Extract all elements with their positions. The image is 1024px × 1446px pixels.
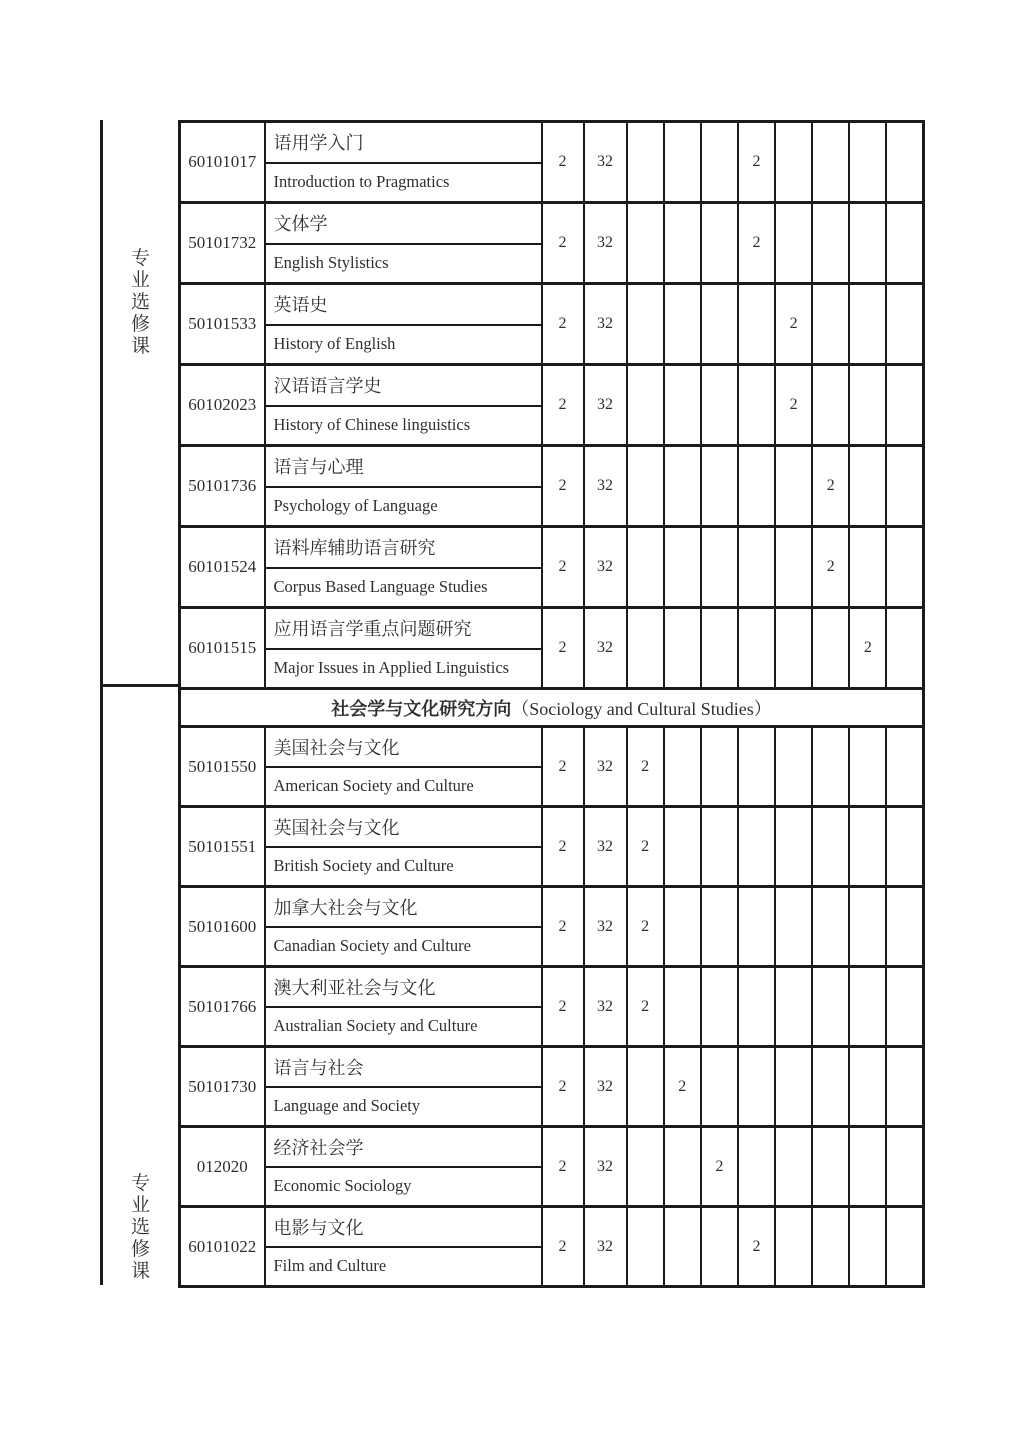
course-name-en-cell: History of Chinese linguistics (265, 406, 542, 446)
credits-cell: 2 (542, 967, 584, 1047)
course-group-cell-bottom (100, 687, 178, 1285)
course-row (180, 1047, 924, 1087)
credits-cell: 2 (542, 1047, 584, 1127)
semester-cell (664, 887, 701, 967)
semester-cell (738, 727, 775, 807)
semester-cell (886, 967, 923, 1047)
course-code-cell: 50101600 (180, 887, 265, 967)
semester-cell (812, 887, 849, 967)
semester-cell (627, 1127, 664, 1207)
semester-cell (812, 807, 849, 887)
semester-cell (886, 608, 923, 689)
course-name-en-cell: Language and Society (265, 1087, 542, 1127)
semester-cell (849, 1207, 886, 1287)
semester-cell: 2 (627, 967, 664, 1047)
semester-cell (849, 1047, 886, 1127)
course-name-zh-cell: 语言与社会 (265, 1047, 542, 1087)
semester-cell (812, 967, 849, 1047)
course-row (180, 967, 924, 1007)
semester-cell (664, 203, 701, 284)
semester-cell (627, 203, 664, 284)
course-row (180, 122, 924, 163)
semester-cell (849, 203, 886, 284)
course-name-zh-cell: 英国社会与文化 (265, 807, 542, 847)
course-name-zh-cell: 语用学入门 (265, 122, 542, 163)
course-row (180, 446, 924, 487)
semester-cell (664, 1127, 701, 1207)
section-header-row (180, 689, 924, 727)
course-code-cell: 50101533 (180, 284, 265, 365)
semester-cell (664, 1207, 701, 1287)
semester-cell (849, 1127, 886, 1207)
credits-cell: 2 (542, 446, 584, 527)
course-row (180, 608, 924, 649)
course-name-zh-cell: 应用语言学重点问题研究 (265, 608, 542, 649)
semester-cell (849, 365, 886, 446)
semester-cell (886, 1047, 923, 1127)
semester-cell (627, 122, 664, 203)
semester-cell (775, 203, 812, 284)
course-row (180, 203, 924, 244)
course-code-cell: 60102023 (180, 365, 265, 446)
credits-cell: 2 (542, 284, 584, 365)
semester-cell (886, 365, 923, 446)
semester-cell (627, 527, 664, 608)
hours-cell: 32 (584, 284, 627, 365)
semester-cell (775, 608, 812, 689)
hours-cell: 32 (584, 122, 627, 203)
semester-cell: 2 (775, 365, 812, 446)
semester-cell: 2 (812, 527, 849, 608)
group-label-top: 专业选修课 (130, 248, 150, 357)
hours-cell: 32 (584, 887, 627, 967)
semester-cell (886, 446, 923, 527)
section-header-cell (180, 689, 924, 727)
group-label-bottom: 专业选修课 (130, 1173, 150, 1282)
semester-cell (775, 887, 812, 967)
semester-cell (627, 1047, 664, 1127)
semester-cell (627, 284, 664, 365)
semester-cell: 2 (738, 203, 775, 284)
semester-cell (664, 446, 701, 527)
course-name-en-cell: English Stylistics (265, 244, 542, 284)
semester-cell (738, 1127, 775, 1207)
semester-cell (701, 527, 738, 608)
section-header-english: （Sociology and Cultural Studies） (511, 698, 772, 719)
course-code-cell: 50101766 (180, 967, 265, 1047)
semester-cell (775, 1127, 812, 1207)
section-header-chinese: 社会学与文化研究方向 (331, 698, 512, 719)
semester-cell (627, 1207, 664, 1287)
course-name-zh-cell: 语言与心理 (265, 446, 542, 487)
credits-cell: 2 (542, 527, 584, 608)
semester-cell (886, 727, 923, 807)
course-code-cell: 60101515 (180, 608, 265, 689)
course-name-zh-cell: 美国社会与文化 (265, 727, 542, 767)
credits-cell: 2 (542, 122, 584, 203)
course-name-en-cell: Introduction to Pragmatics (265, 163, 542, 203)
course-code-cell: 60101022 (180, 1207, 265, 1287)
course-row (180, 284, 924, 325)
semester-cell (701, 365, 738, 446)
course-row (180, 1207, 924, 1247)
course-row (180, 727, 924, 767)
semester-cell (664, 807, 701, 887)
semester-cell (664, 527, 701, 608)
course-row (180, 1127, 924, 1167)
course-name-zh-cell: 加拿大社会与文化 (265, 887, 542, 927)
hours-cell: 32 (584, 807, 627, 887)
semester-cell (701, 1207, 738, 1287)
semester-cell (775, 807, 812, 887)
semester-cell (812, 727, 849, 807)
course-name-en-cell: Major Issues in Applied Linguistics (265, 649, 542, 689)
semester-cell (775, 446, 812, 527)
course-code-cell: 60101524 (180, 527, 265, 608)
semester-cell (849, 807, 886, 887)
semester-cell (701, 1047, 738, 1127)
hours-cell: 32 (584, 446, 627, 527)
semester-cell (701, 608, 738, 689)
semester-cell (701, 967, 738, 1047)
semester-cell: 2 (627, 807, 664, 887)
semester-cell: 2 (664, 1047, 701, 1127)
semester-cell (664, 284, 701, 365)
course-row (180, 527, 924, 568)
hours-cell: 32 (584, 727, 627, 807)
semester-cell (701, 727, 738, 807)
semester-cell (701, 203, 738, 284)
hours-cell: 32 (584, 1207, 627, 1287)
semester-cell (849, 527, 886, 608)
semester-cell (849, 284, 886, 365)
credits-cell: 2 (542, 608, 584, 689)
semester-cell (812, 284, 849, 365)
semester-cell (812, 1207, 849, 1287)
course-table-body (180, 122, 924, 1287)
hours-cell: 32 (584, 967, 627, 1047)
credits-cell: 2 (542, 1207, 584, 1287)
semester-cell (886, 284, 923, 365)
course-name-zh-cell: 澳大利亚社会与文化 (265, 967, 542, 1007)
semester-cell (812, 122, 849, 203)
semester-cell (738, 608, 775, 689)
course-name-en-cell: Psychology of Language (265, 487, 542, 527)
course-row (180, 365, 924, 406)
semester-cell (664, 727, 701, 807)
credits-cell: 2 (542, 887, 584, 967)
course-name-en-cell: Film and Culture (265, 1247, 542, 1287)
semester-cell (775, 122, 812, 203)
hours-cell: 32 (584, 527, 627, 608)
semester-cell (812, 365, 849, 446)
course-code-cell: 60101017 (180, 122, 265, 203)
semester-cell (738, 527, 775, 608)
semester-cell (775, 1047, 812, 1127)
semester-cell (627, 608, 664, 689)
semester-cell: 2 (775, 284, 812, 365)
semester-cell: 2 (627, 727, 664, 807)
course-code-cell: 50101550 (180, 727, 265, 807)
semester-cell: 2 (812, 446, 849, 527)
semester-cell (701, 887, 738, 967)
course-name-en-cell: American Society and Culture (265, 767, 542, 807)
semester-cell (886, 527, 923, 608)
semester-cell (812, 1127, 849, 1207)
semester-cell (738, 807, 775, 887)
course-row (180, 807, 924, 847)
semester-cell (849, 887, 886, 967)
semester-cell (701, 122, 738, 203)
course-code-cell: 50101730 (180, 1047, 265, 1127)
semester-cell (775, 727, 812, 807)
hours-cell: 32 (584, 1047, 627, 1127)
semester-cell (701, 807, 738, 887)
semester-cell (849, 122, 886, 203)
semester-cell: 2 (701, 1127, 738, 1207)
semester-cell (886, 887, 923, 967)
course-name-zh-cell: 电影与文化 (265, 1207, 542, 1247)
semester-cell (812, 203, 849, 284)
course-name-en-cell: History of English (265, 325, 542, 365)
hours-cell: 32 (584, 608, 627, 689)
semester-cell (738, 887, 775, 967)
credits-cell: 2 (542, 365, 584, 446)
course-name-zh-cell: 经济社会学 (265, 1127, 542, 1167)
course-code-cell: 50101551 (180, 807, 265, 887)
course-name-zh-cell: 汉语语言学史 (265, 365, 542, 406)
course-name-en-cell: Australian Society and Culture (265, 1007, 542, 1047)
semester-cell (886, 1207, 923, 1287)
course-table (178, 120, 925, 1288)
semester-cell: 2 (738, 122, 775, 203)
course-name-en-cell: British Society and Culture (265, 847, 542, 887)
semester-cell (738, 967, 775, 1047)
semester-cell (849, 727, 886, 807)
semester-cell (738, 365, 775, 446)
semester-cell (886, 203, 923, 284)
course-name-zh-cell: 文体学 (265, 203, 542, 244)
course-name-en-cell: Canadian Society and Culture (265, 927, 542, 967)
semester-cell (664, 608, 701, 689)
semester-cell: 2 (849, 608, 886, 689)
semester-cell (701, 284, 738, 365)
semester-cell (812, 608, 849, 689)
semester-cell (738, 284, 775, 365)
course-code-cell: 50101732 (180, 203, 265, 284)
course-code-cell: 012020 (180, 1127, 265, 1207)
course-code-cell: 50101736 (180, 446, 265, 527)
credits-cell: 2 (542, 1127, 584, 1207)
semester-cell (775, 1207, 812, 1287)
semester-cell (849, 446, 886, 527)
course-row (180, 887, 924, 927)
hours-cell: 32 (584, 365, 627, 446)
semester-cell (664, 967, 701, 1047)
semester-cell: 2 (627, 887, 664, 967)
semester-cell (886, 807, 923, 887)
semester-cell (738, 446, 775, 527)
course-name-zh-cell: 英语史 (265, 284, 542, 325)
semester-cell (627, 365, 664, 446)
course-name-en-cell: Corpus Based Language Studies (265, 568, 542, 608)
semester-cell (812, 1047, 849, 1127)
semester-cell: 2 (738, 1207, 775, 1287)
semester-cell (886, 1127, 923, 1207)
semester-cell (701, 446, 738, 527)
credits-cell: 2 (542, 203, 584, 284)
course-name-zh-cell: 语料库辅助语言研究 (265, 527, 542, 568)
semester-cell (664, 365, 701, 446)
semester-cell (627, 446, 664, 527)
hours-cell: 32 (584, 203, 627, 284)
semester-cell (849, 967, 886, 1047)
course-name-en-cell: Economic Sociology (265, 1167, 542, 1207)
credits-cell: 2 (542, 807, 584, 887)
credits-cell: 2 (542, 727, 584, 807)
semester-cell (775, 527, 812, 608)
semester-cell (775, 967, 812, 1047)
hours-cell: 32 (584, 1127, 627, 1207)
course-group-cell-top (100, 120, 178, 687)
semester-cell (886, 122, 923, 203)
semester-cell (738, 1047, 775, 1127)
semester-cell (664, 122, 701, 203)
